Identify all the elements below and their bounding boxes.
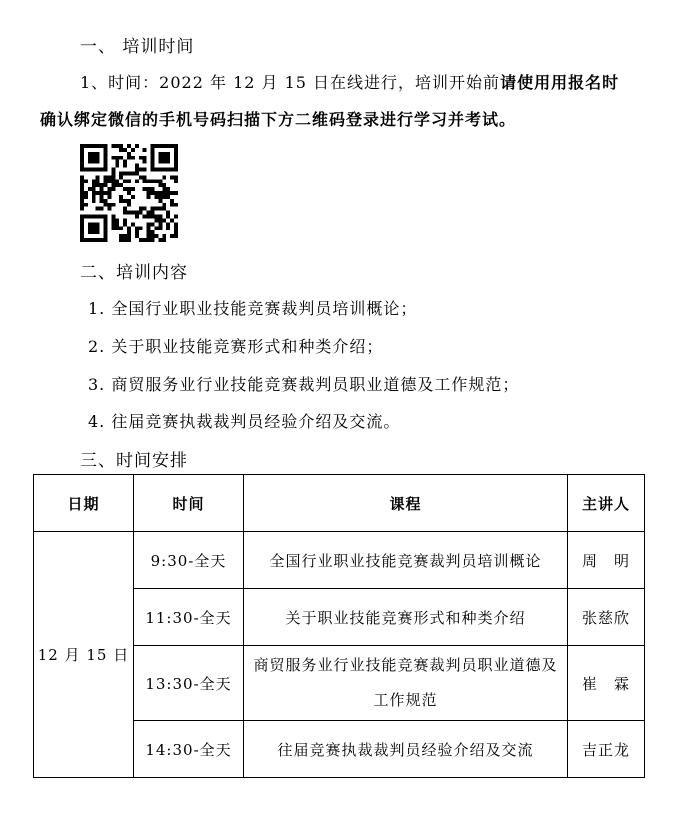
content-item: 3. 商贸服务业行业技能竞赛裁判员职业道德及工作规范； — [88, 375, 520, 394]
time-paragraph-line-1 — [80, 70, 619, 93]
time-cell: 11:30-全天 — [134, 589, 244, 646]
time-cell: 9:30-全天 — [134, 532, 244, 589]
table-row — [34, 532, 645, 589]
course-cell: 关于职业技能竞赛形式和种类介绍 — [244, 589, 568, 646]
header-course: 课程 — [244, 475, 568, 532]
time-text: 1、时间：2022 年 12 月 15 日在线进行，培训开始前 — [80, 73, 501, 92]
schedule-table — [33, 474, 645, 778]
qr-code-image[interactable] — [80, 144, 178, 242]
header-time: 时间 — [134, 475, 244, 532]
speaker-cell: 吉正龙 — [568, 721, 645, 778]
date-cell: 12 月 15 日 — [34, 532, 134, 778]
header-speaker: 主讲人 — [568, 475, 645, 532]
course-cell: 商贸服务业行业技能竞赛裁判员职业道德及工作规范 — [244, 646, 568, 721]
speaker-cell: 周 明 — [568, 532, 645, 589]
time-cell: 13:30-全天 — [134, 646, 244, 721]
time-cell: 14:30-全天 — [134, 721, 244, 778]
header-date: 日期 — [34, 475, 134, 532]
content-item: 2. 关于职业技能竞赛形式和种类介绍； — [88, 337, 384, 356]
section-3-title: 三、时间安排 — [80, 451, 188, 471]
course-cell: 全国行业职业技能竞赛裁判员培训概论 — [244, 532, 568, 589]
instruction-text-bold-line-2: 确认绑定微信的手机号码扫描下方二维码登录进行学习并考试。 — [40, 110, 517, 129]
course-cell: 往届竞赛执裁裁判员经验介绍及交流 — [244, 721, 568, 778]
speaker-cell: 崔 霖 — [568, 646, 645, 721]
speaker-cell: 张慈欣 — [568, 589, 645, 646]
section-1-title: 一、 培训时间 — [80, 37, 195, 57]
content-item: 4. 往届竞赛执裁裁判员经验介绍及交流。 — [88, 412, 401, 431]
table-header-row — [34, 475, 645, 532]
section-2-title: 二、培训内容 — [80, 263, 188, 283]
content-item: 1. 全国行业职业技能竞赛裁判员培训概论； — [88, 299, 418, 318]
instruction-text-bold: 请使用用报名时 — [500, 73, 620, 92]
